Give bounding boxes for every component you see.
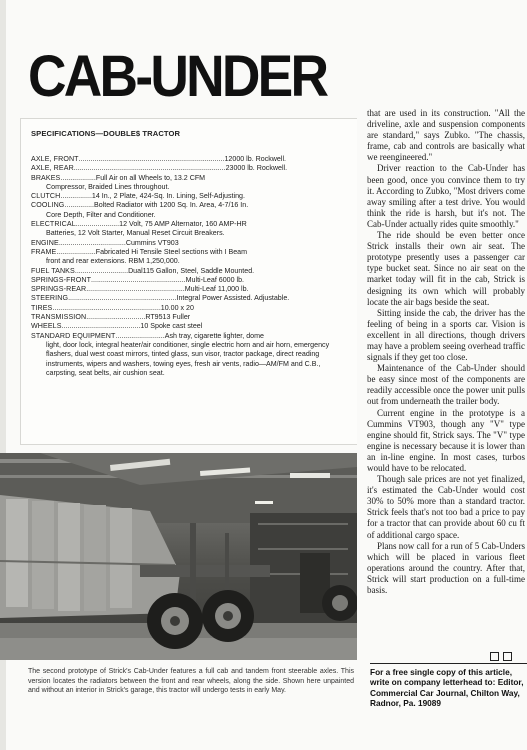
spec-label: STANDARD EQUIPMENT [31, 331, 116, 340]
spec-leader: ................................................ [91, 275, 186, 284]
body-paragraph: Current engine in the prototype is a Cummins VT903, though any "V" type engine should fit, Strick says. The "V" type engine is necessary because it is lower than an in-line engine. In most cases, turbos would have to be relocated. [367, 407, 525, 473]
spec-row [31, 304, 349, 313]
spec-value: 10.00 x 20 [160, 303, 194, 312]
spec-leader: ................ [60, 192, 92, 201]
spec-value: Ash tray, cigarette lighter, dome [164, 331, 264, 340]
spec-value: Bolted Radiator with 1200 Sq. In. Area, 4-7/16 In. [94, 201, 249, 210]
body-paragraph: Driver reaction to the Cab-Under has been good, once you convince them to try it. According to Zubko, "Most drivers come away smiling after a test drive. You would think the ride is harsh, but it's not. The Cab-Under actually rides quite smoothly." [367, 163, 525, 229]
spec-row [31, 155, 349, 164]
body-paragraph: Plans now call for a run of 5 Cab-Unders which will be placed in various fleet operations around the country. After that, Strick will start production on a full-time basis. [367, 540, 525, 596]
spec-value: 12 Volt, 75 AMP Alternator, 160 AMP-HR [119, 220, 247, 229]
spec-leader: .................................................. [86, 285, 185, 294]
spec-row [31, 164, 349, 173]
spec-label: BRAKES [31, 173, 61, 182]
end-of-article-marks [490, 652, 512, 661]
spec-value: Multi-Leaf 6000 lb. [185, 275, 245, 284]
spec-value: Dual115 Gallon, Steel, Saddle Mounted. [128, 266, 255, 275]
spec-value: 10 Spoke cast steel [140, 322, 203, 331]
spec-value-continued: Batteries, 12 Volt Starter, Manual Reset Circuit Breakers. [46, 229, 225, 238]
spec-leader: ...................... [75, 220, 120, 229]
spec-leader: ....................................................... [52, 303, 161, 312]
spec-label: CLUTCH [31, 192, 61, 201]
promo-rule [370, 663, 527, 664]
spec-value: Integral Power Assisted. Adjustable. [176, 294, 290, 303]
reprint-offer: For a free single copy of this article, write on company letterhead to: Editor, Commercial Car Journal, Chilton Way, Radnor, Pa. 19089 [370, 667, 524, 708]
spec-value: RT9513 Fuller [145, 313, 191, 322]
spec-value: Cummins VT903 [125, 238, 179, 247]
spec-label: TIRES [31, 303, 53, 312]
spec-label: FRAME [31, 247, 57, 256]
spec-value: 12000 lb. Rockwell. [224, 155, 286, 163]
spec-label: COOLING [31, 201, 65, 210]
spec-row [31, 174, 349, 193]
spec-row [31, 322, 349, 331]
spec-row [31, 332, 349, 378]
end-mark-square-icon [490, 652, 499, 661]
specs-heading: SPECIFICATIONS—DOUBLE$ TRACTOR [31, 129, 181, 138]
spec-value: Multi-Leaf 11,000 lb. [184, 285, 249, 294]
spec-leader: .......................................................................... [78, 155, 225, 163]
spec-row [31, 201, 349, 220]
body-paragraph: Sitting inside the cab, the driver has the feeling of being in a sports car. Vision is excellent in all directions, though drivers may have a problem seeing overhead traffic signals if they get too close. [367, 307, 525, 363]
spec-leader: ........................................ [61, 322, 141, 331]
spec-row [31, 285, 349, 294]
article-body-column [367, 108, 525, 596]
spec-label: FUEL TANKS [31, 266, 75, 275]
spec-row [31, 220, 349, 239]
spec-leader: ............... [64, 201, 94, 210]
prototype-photo [0, 453, 357, 660]
photo-caption: The second prototype of Strick's Cab-Under features a full cab and tandem front steerable axles. This version locates the radiators between the front and rear wheels, along the side. Shown here unpainted and without an interior in Strick's garage, this tractor will undergo tests in early May. [28, 668, 354, 694]
body-paragraph: that are used in its construction. "All the driveline, axle and suspension components are standard," says Zubko. "The chassis, frame, cab and controls are basically what we reengineered." [367, 108, 525, 163]
spec-label: WHEELS [31, 322, 62, 331]
spec-row [31, 267, 349, 276]
spec-row [31, 192, 349, 201]
spec-list [31, 155, 349, 378]
end-mark-square-icon [503, 652, 512, 661]
spec-label: AXLE, FRONT [31, 155, 79, 163]
spec-label: STEERING [31, 294, 69, 303]
garage-photo-illustration [0, 453, 357, 660]
spec-leader: ........................... [74, 266, 129, 275]
spec-label: TRANSMISSION [31, 313, 87, 322]
spec-leader: ......................... [115, 331, 165, 340]
spec-label: SPRINGS-REAR [31, 285, 87, 294]
body-paragraph: The ride should be even better once Strick installs their own air seat. The prototype presently uses a passenger car type bucket seat. Since no air seat on the market today will fit in the cab, Strick is designing its own which will probably locate the air bags beside the seat. [367, 230, 525, 307]
spec-value-continued: Core Depth, Filter and Conditioner. [46, 210, 156, 219]
spec-row [31, 248, 349, 267]
spec-row [31, 294, 349, 303]
spec-value: Fabricated Hi Tensile Steel sections with I Beam [95, 247, 248, 256]
specifications-box [20, 118, 357, 445]
spec-value-continued: Compressor, Braided Lines throughout. [46, 182, 170, 191]
spec-row [31, 313, 349, 322]
spec-leader: ....................................................... [68, 294, 177, 303]
spec-leader: .................... [56, 247, 96, 256]
spec-value: Full Air on all Wheels to, 13.2 CFM [95, 173, 206, 182]
body-paragraph: Though sale prices are not yet finalized, it's estimated the Cab-Under would cost 30% to 50% more than a standard tractor. Strick feels that's not too bad a price to pay for a tractor that can provide about 60 cu ft of additional cargo space. [367, 474, 525, 540]
spec-label: ENGINE [31, 238, 59, 247]
spec-label: AXLE, REAR [31, 164, 74, 173]
spec-value: 14 In., 2 Plate, 424-Sq. In. Lining, Self-Adjusting. [91, 192, 245, 201]
spec-value-continued: light, door lock, integral heater/air conditioner, single electric horn and air horn, emergency flashers, dual west coast mirrors, tinted glass, sun visor, tractor package, direct reading instruments, wipers and washers, towing eyes, fresh air vents, radio—AM/FM and C.B., carpsting, seat belts, air cushion seat. [46, 340, 330, 377]
spec-row [31, 276, 349, 285]
spec-leader: .................................. [58, 238, 126, 247]
article-title: CAB-UNDER [28, 44, 327, 109]
spec-value: 23000 lb. Rockwell. [225, 164, 288, 173]
spec-leader: .............................. [86, 313, 146, 322]
spec-label: SPRINGS-FRONT [31, 275, 92, 284]
body-paragraph: Maintenance of the Cab-Under should be easy since most of the components are readily accessible once the power unit pulls out from underneath the trailer body. [367, 363, 525, 407]
spec-leader: .................. [60, 173, 96, 182]
spec-row [31, 239, 349, 248]
spec-label: ELECTRICAL [31, 220, 76, 229]
spec-value-continued: front and rear extensions. RBM 1,250,000. [46, 257, 180, 266]
spec-leader: ............................................................................. [73, 164, 226, 173]
